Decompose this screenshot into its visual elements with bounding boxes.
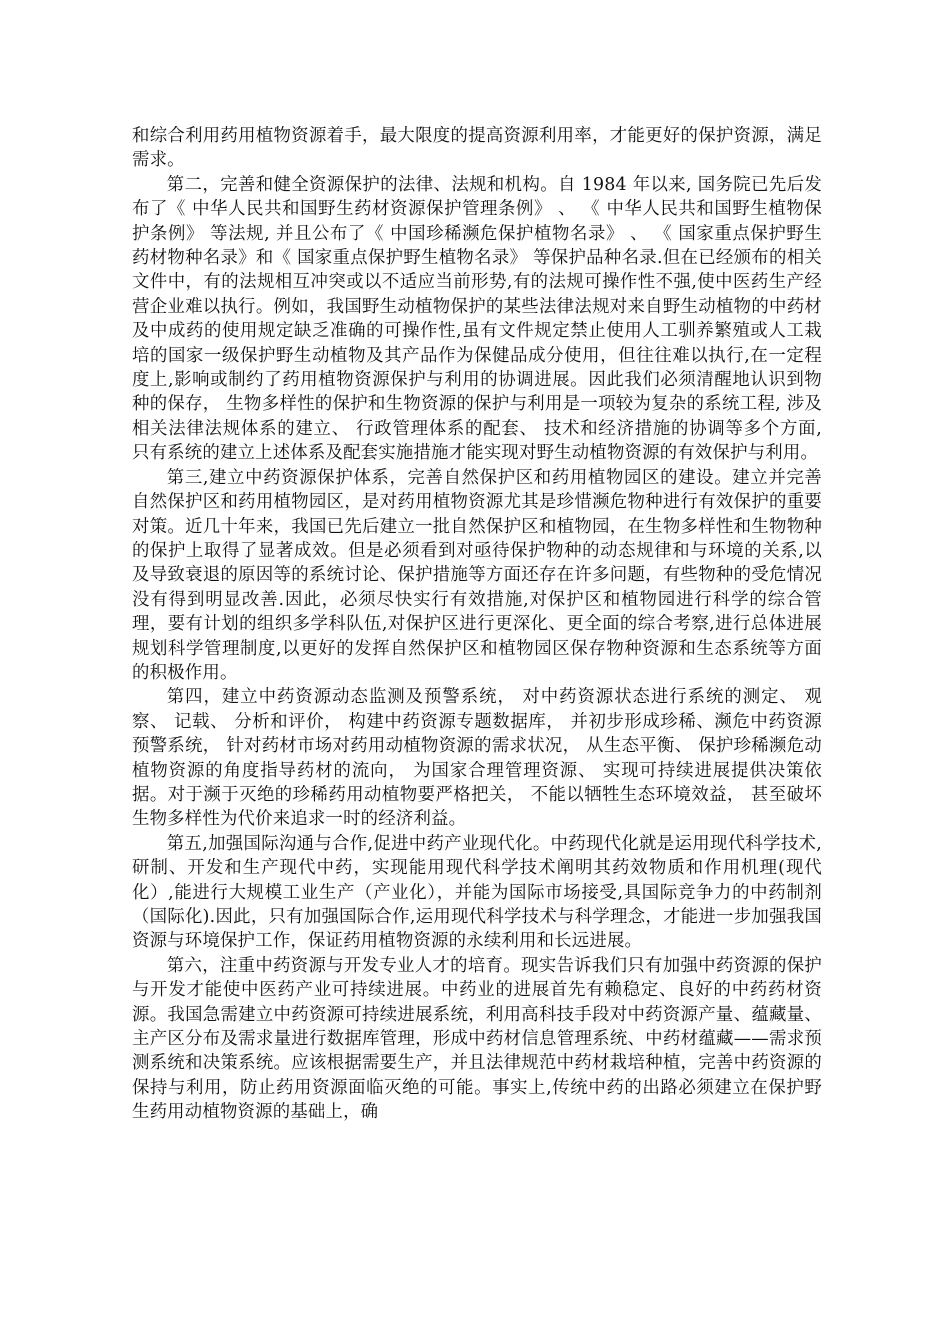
paragraph-continued: 和综合利用药用植物资源着手，最大限度的提高资源利用率，才能更好的保护资源，满足需求。 [132, 126, 822, 171]
paragraph-fourth-point: 第四，建立中药资源动态监测及预警系统， 对中药资源状态进行系统的测定、 观察、 记载、 分析和评价， 构建中药资源专题数据库， 并初步形成珍稀、濒危中药资源预警系统， 针对药材市场对药用动植物资源的需求状况， 从生态平衡、 保护珍稀濒危动植物资源的角度指导药材的流向， 为国家合理管理资源、 实现可持续进展提供决策依据。对于濒于灭绝的珍稀药用动植物要严格把关， 不能以牺牲生态环境效益， 甚至破坏生物多样性为代价来追求一时的经济利益。 [132, 687, 822, 830]
paragraph-third-point: 第三,建立中药资源保护体系，完善自然保护区和药用植物园区的建设。建立并完善自然保护区和药用植物园区，是对药用植物资源尤其是珍惜濒危物种进行有效保护的重要对策。近几十年来，我国已先后建立一批自然保护区和植物园，在生物多样性和生物物种的保护上取得了显著成效。但是必须看到对亟待保护物种的动态规律和与环境的关系,以及导致衰退的原因等的系统讨论、保护措施等方面还存在许多问题，有些物种的受危情况没有得到明显改善.因此，必须尽快实行有效措施,对保护区和植物园进行科学的综合管理，要有计划的组织多学科队伍,对保护区进行更深化、更全面的综合考察,进行总体进展规划科学管理制度,以更好的发挥自然保护区和植物园区保存物种资源和生态系统等方面的积极作用。 [132, 467, 822, 683]
paragraph-second-point: 第二，完善和健全资源保护的法律、法规和机构。自 1984 年以来, 国务院已先后发布了《 中华人民共和国野生药材资源保护管理条例》 、 《 中华人民共和国野生植物保护条例》 等法规, 并且公布了《 中国珍稀濒危保护植物名录》 、 《 国家重点保护野生药材物种名录》和《 国家重点保护野生植物名录》 等保护品种名录.但在已经颁布的相关文件中，有的法规相互冲突或以不适应当前形势,有的法规可操作性不强,使中医药生产经营企业难以执行。例如，我国野生动植物保护的某些法律法规对来自野生动植物的中药材及中成药的使用规定缺乏准确的可操作性,虽有文件规定禁止使用人工驯养繁殖或人工栽培的国家一级保护野生动植物及其产品作为保健品成分使用，但往往难以执行,在一定程度上,影响或制约了药用植物资源保护与利用的协调进展。因此我们必须清醒地认识到物种的保存， 生物多样性的保护和生物资源的保护与利用是一项较为复杂的系统工程, 涉及相关法律法规体系的建立、 行政管理体系的配套、 技术和经济措施的协调等多个方面, 只有系统的建立上述体系及配套实施措施才能实现对野生动植物资源的有效保护与利用。 [132, 174, 822, 464]
paragraph-fifth-point: 第五,加强国际沟通与合作,促进中药产业现代化。中药现代化就是运用现代科学技术,研制、开发和生产现代中药，实现能用现代科学技术阐明其药效物质和作用机理(现代化）,能进行大规模工业生产（产业化），并能为国际市场接受,具国际竞争力的中药制剂（国际化).因此，只有加强国际合作,运用现代科学技术与科学理念，才能进一步加强我国资源与环境保护工作，保证药用植物资源的永续利用和长远进展。 [132, 833, 822, 952]
paragraph-sixth-point: 第六，注重中药资源与开发专业人才的培育。现实告诉我们只有加强中药资源的保护与开发才能使中医药产业可持续进展。中药业的进展首先有赖稳定、良好的中药药材资源。我国急需建立中药资源可持续进展系统，利用高科技手段对中药资源产量、蕴藏量、主产区分布及需求量进行数据库管理，形成中药材信息管理系统、中药材蕴藏——需求预测系统和决策系统。应该根据需要生产，并且法律规范中药材栽培种植，完善中药资源的保持与利用，防止药用资源面临灭绝的可能。事实上,传统中药的出路必须建立在保护野生药用动植物资源的基础上，确 [132, 955, 822, 1123]
